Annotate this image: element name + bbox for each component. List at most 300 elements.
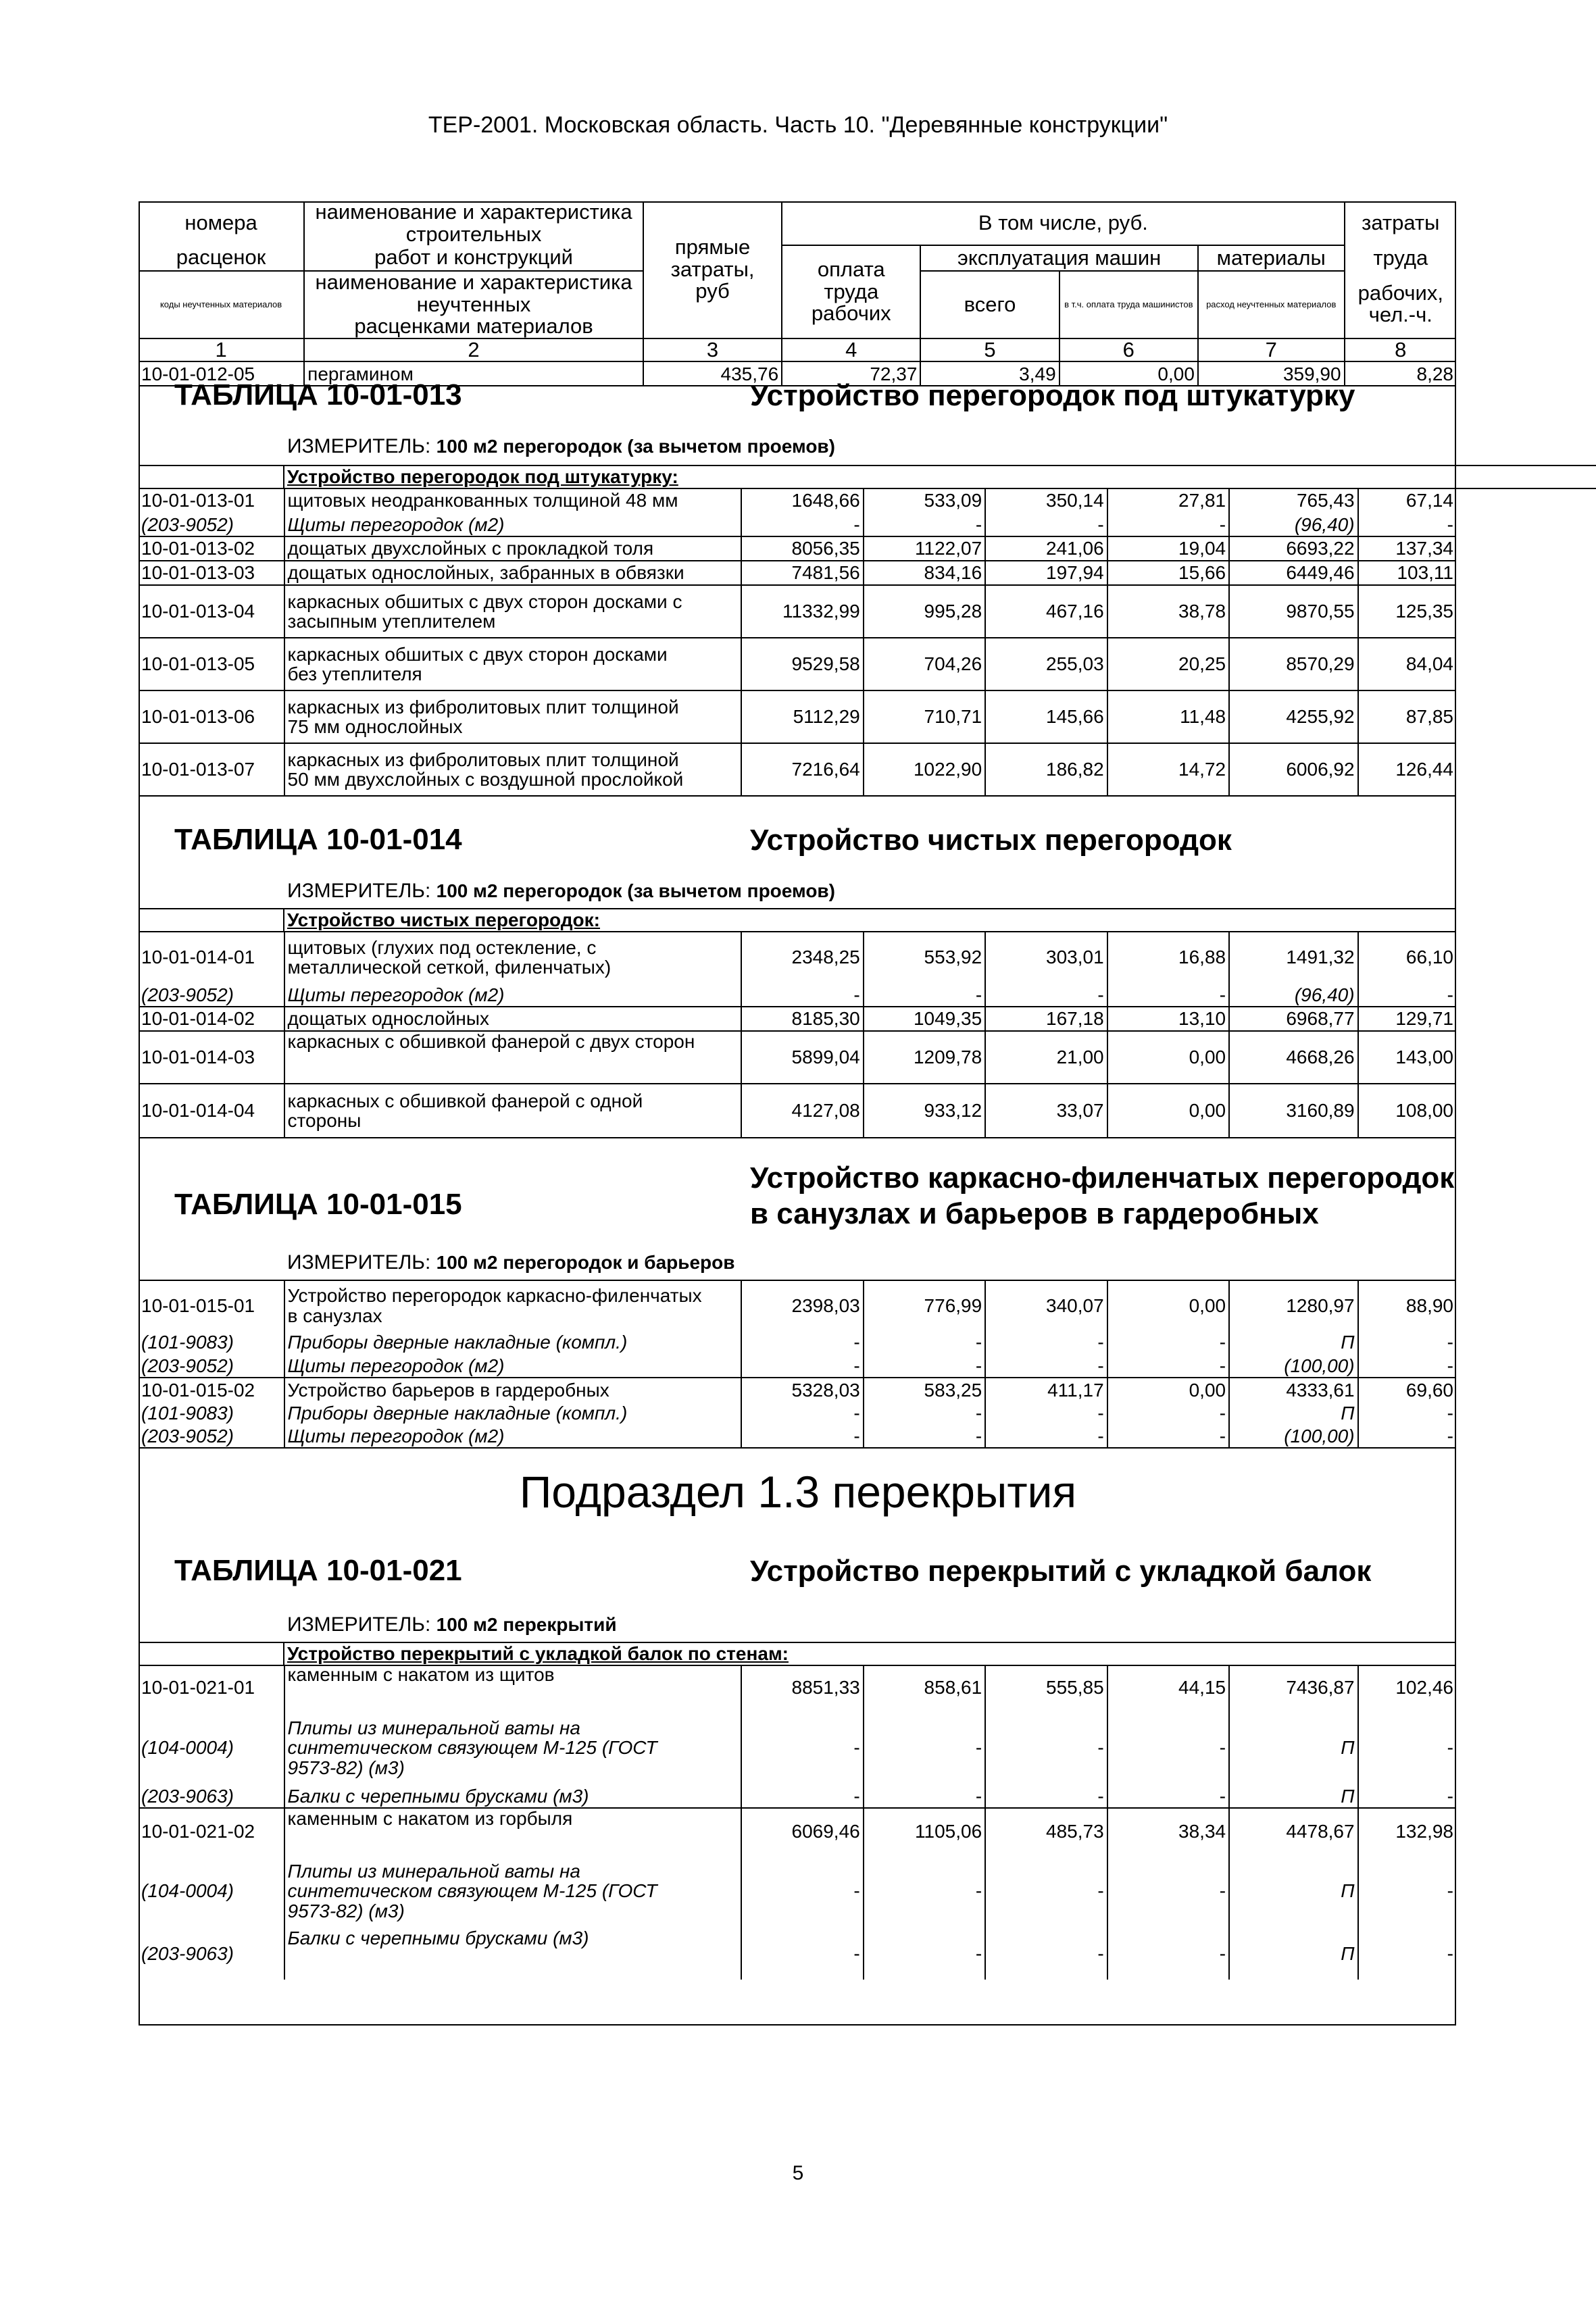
- materials: (96,40): [1229, 984, 1357, 1007]
- direct-cost: 7481,56: [741, 561, 863, 585]
- table-row: [139, 1665, 1456, 1711]
- wage: 1049,35: [864, 1007, 985, 1031]
- direct-cost: -: [741, 1402, 863, 1425]
- rate-code: 10-01-014-01: [139, 931, 284, 984]
- col2-line3: наименование и характеристика неучтенных: [315, 271, 632, 316]
- col8-line4: чел.-ч.: [1368, 303, 1432, 327]
- labor: 66,10: [1405, 947, 1453, 968]
- machines: 21,00: [985, 1031, 1107, 1084]
- table-015-meter: [287, 1251, 734, 1274]
- wage: 858,61: [864, 1665, 985, 1711]
- rate-name: пергамином: [304, 361, 643, 386]
- rate-name-line1: Устройство перегородок каркасно-филенчатых: [287, 1285, 702, 1307]
- table-row: [139, 1355, 1456, 1378]
- direct-cost: 8185,30: [741, 1007, 863, 1031]
- table-014-subhead-row: [139, 908, 1456, 932]
- machines: 303,01: [985, 931, 1107, 984]
- meter-value: 100 м2 перегородок и барьеров: [436, 1252, 735, 1273]
- machines: 145,66: [985, 690, 1107, 743]
- labor: 67,14: [1405, 490, 1453, 511]
- table-row: [139, 1425, 1456, 1448]
- meter-value: 100 м2 перегородок (за вычетом проемов): [436, 880, 835, 901]
- machines: 241,06: [985, 536, 1107, 561]
- table-021-body: [139, 1665, 1456, 1980]
- machinist-wage: -: [1107, 1355, 1229, 1378]
- materials: (100,00): [1229, 1355, 1357, 1378]
- table-013-subhead: Устройство перегородок под штукатурку:: [284, 466, 1007, 488]
- material-name: Щиты перегородок (м2): [284, 984, 742, 1007]
- materials: П: [1229, 1711, 1357, 1785]
- rate-name: дощатых двухслойных с прокладкой толя: [284, 536, 742, 561]
- labor: -: [1358, 1785, 1456, 1808]
- meter-label: ИЗМЕРИТЕЛЬ:: [287, 880, 431, 902]
- material-code: (203-9052): [139, 513, 284, 536]
- machinist-wage: 20,25: [1107, 638, 1229, 690]
- wage: -: [864, 1330, 985, 1355]
- material-code: (203-9052): [139, 1355, 284, 1378]
- labor: 84,04: [1358, 638, 1456, 690]
- direct-cost: 8056,35: [741, 536, 863, 561]
- machinist-wage: 14,72: [1107, 743, 1229, 796]
- rate-name-line2: без утеплителя: [287, 663, 422, 684]
- labor: 88,90: [1358, 1280, 1456, 1330]
- materials: 6693,22: [1229, 536, 1357, 561]
- direct-cost: -: [741, 1355, 863, 1378]
- materials: (96,40): [1229, 513, 1357, 536]
- labor: 137,34: [1358, 536, 1456, 561]
- materials: 359,90: [1198, 361, 1345, 386]
- machines: -: [985, 1711, 1107, 1785]
- material-code: (203-9052): [139, 984, 284, 1007]
- col4-line3: рабочих: [811, 301, 891, 326]
- rate-name: [284, 690, 742, 743]
- wage: -: [864, 1711, 985, 1785]
- table-015-title: ТАБЛИЦА 10-01-015: [174, 1188, 462, 1221]
- table-013-description: Устройство перегородок под штукатурку: [750, 379, 1355, 412]
- machinist-wage: -: [1107, 1711, 1229, 1785]
- materials: 6006,92: [1229, 743, 1357, 796]
- rate-code: 10-01-021-01: [139, 1665, 284, 1711]
- rate-name: каменным с накатом из горбыля: [284, 1808, 742, 1854]
- machines: -: [985, 1402, 1107, 1425]
- machinist-wage: 15,66: [1107, 561, 1229, 585]
- machines: 411,17: [985, 1378, 1107, 1402]
- machinist-wage: -: [1107, 1785, 1229, 1808]
- material-name-line1: Плиты из минеральной ваты на: [287, 1860, 580, 1882]
- direct-cost: 11332,99: [741, 585, 863, 638]
- machines: 197,94: [985, 561, 1107, 585]
- wage: 583,25: [864, 1378, 985, 1402]
- material-name: [284, 1711, 742, 1785]
- rate-name-line1: каркасных из фибролитовых плит толщиной: [287, 749, 679, 770]
- table-row: [139, 1378, 1456, 1402]
- rate-code: 10-01-013-01: [139, 488, 284, 513]
- machinist-wage: -: [1107, 1425, 1229, 1448]
- machinist-wage: 16,88: [1107, 931, 1229, 984]
- machines: 350,14: [985, 488, 1107, 513]
- machines: 485,73: [985, 1808, 1107, 1854]
- rate-name-line2: стороны: [287, 1110, 361, 1131]
- table-row: [139, 1854, 1456, 1928]
- table-row: [139, 1402, 1456, 1425]
- table-015-description: [750, 1161, 1454, 1232]
- machinist-wage: 44,15: [1107, 1665, 1229, 1711]
- material-name-line3: 9573-82) (м3): [287, 1900, 405, 1921]
- labor: -: [1358, 513, 1456, 536]
- labor: 8,28: [1345, 361, 1456, 386]
- col-wage-header: [782, 245, 920, 338]
- col-num-8: 8: [1345, 338, 1456, 362]
- rate-code: 10-01-015-02: [139, 1378, 284, 1402]
- materials: П: [1229, 1785, 1357, 1808]
- rate-name: каркасных с обшивкой фанерой с двух сторон: [284, 1031, 742, 1084]
- table-021-subhead: Устройство перекрытий с укладкой балок по стенам:: [284, 1642, 885, 1665]
- rate-name-line2: металлической сеткой, филенчатых): [287, 957, 612, 978]
- col-num-7: 7: [1198, 338, 1345, 362]
- wage: 553,92: [864, 931, 985, 984]
- materials: 6968,77: [1229, 1007, 1357, 1031]
- direct-cost: 2348,25: [741, 931, 863, 984]
- direct-cost: 5328,03: [741, 1378, 863, 1402]
- table-014-subhead: Устройство чистых перегородок:: [284, 909, 885, 932]
- machines: 255,03: [985, 638, 1107, 690]
- direct-cost: 9529,58: [741, 638, 863, 690]
- table-013: [139, 465, 1596, 489]
- col3-line1: прямые: [674, 235, 751, 259]
- col4-line1: оплата: [817, 257, 885, 282]
- incl-header: В том числе, руб.: [782, 201, 1344, 245]
- materials: 4668,26: [1229, 1031, 1357, 1084]
- rate-code: 10-01-013-03: [139, 561, 284, 585]
- machinist-wage: 0,00: [1059, 361, 1198, 386]
- machines: -: [985, 1330, 1107, 1355]
- wage: 933,12: [864, 1084, 985, 1138]
- subsection-heading: Подраздел 1.3 перекрытия: [519, 1467, 1077, 1517]
- rate-name: дощатых однослойных: [284, 1007, 742, 1031]
- labor: 87,85: [1358, 690, 1456, 743]
- table-row: [139, 1785, 1456, 1808]
- materials: 8570,29: [1229, 638, 1357, 690]
- col-labor-header-2: труда: [1373, 245, 1428, 270]
- materials: (100,00): [1229, 1425, 1357, 1448]
- col-name-header-2: работ и конструкций: [304, 245, 643, 271]
- col3-line2: затраты,: [670, 257, 755, 281]
- labor: -: [1447, 1403, 1453, 1424]
- rate-code: 10-01-013-04: [139, 585, 284, 638]
- meter-label: ИЗМЕРИТЕЛЬ:: [287, 1613, 431, 1636]
- rate-name-line1: щитовых (глухих под остекление, с: [287, 936, 597, 958]
- machines: -: [985, 1425, 1107, 1448]
- materials: П: [1229, 1402, 1357, 1425]
- labor: -: [1447, 1943, 1453, 1965]
- machines: -: [985, 513, 1107, 536]
- table-row: [139, 1031, 1456, 1084]
- labor: 132,98: [1395, 1820, 1453, 1842]
- table-row: [139, 931, 1456, 984]
- meter-label: ИЗМЕРИТЕЛЬ:: [287, 435, 431, 457]
- col3-line3: руб: [695, 279, 730, 303]
- material-code: (203-9063): [139, 1928, 284, 1980]
- wage: 776,99: [864, 1280, 985, 1330]
- rate-name-line2: 75 мм однослойных: [287, 716, 463, 737]
- direct-cost: 6069,46: [741, 1808, 863, 1854]
- col-num-4: 4: [782, 338, 920, 362]
- col-num-1: 1: [139, 338, 304, 362]
- wage: -: [864, 1928, 985, 1980]
- table-row: [139, 513, 1456, 536]
- labor: -: [1358, 1355, 1456, 1378]
- rate-name: [284, 931, 742, 984]
- materials: 4255,92: [1229, 690, 1357, 743]
- rate-code: 10-01-013-06: [139, 690, 284, 743]
- table-015-description-line1: Устройство каркасно-филенчатых перегородок: [750, 1161, 1455, 1194]
- rate-name-line1: каркасных из фибролитовых плит толщиной: [287, 696, 679, 718]
- wage: -: [864, 1402, 985, 1425]
- machines: 186,82: [985, 743, 1107, 796]
- direct-cost: -: [741, 1425, 863, 1448]
- col2-line4: расценками материалов: [354, 314, 593, 338]
- rate-name: [284, 638, 742, 690]
- table-021-subhead-row: [139, 1642, 1456, 1666]
- col-num-3: 3: [643, 338, 782, 362]
- col-name-header: наименование и характеристика строительных: [304, 201, 643, 245]
- table-row: [139, 690, 1456, 743]
- table-013-meter: [287, 435, 835, 458]
- labor: 143,00: [1358, 1031, 1456, 1084]
- col-machines-total: всего: [920, 271, 1059, 338]
- table-row: [139, 488, 1456, 513]
- col-materials-header: материалы: [1198, 245, 1345, 271]
- table-014-title: ТАБЛИЦА 10-01-014: [174, 823, 462, 856]
- material-name: Приборы дверные накладные (компл.): [284, 1402, 742, 1425]
- direct-cost: 5899,04: [741, 1031, 863, 1084]
- rate-name: каменным с накатом из щитов: [284, 1665, 742, 1711]
- direct-cost: 2398,03: [741, 1280, 863, 1330]
- document-header: ТЕР-2001. Московская область. Часть 10. "Деревянные конструкции": [428, 112, 1168, 138]
- col-num-6: 6: [1059, 338, 1198, 362]
- table-014-body: [139, 931, 1456, 1138]
- machines: -: [985, 1854, 1107, 1928]
- machines: -: [985, 1928, 1107, 1980]
- direct-cost: 435,76: [643, 361, 782, 386]
- direct-cost: 1648,66: [741, 488, 863, 513]
- materials: П: [1229, 1854, 1357, 1928]
- materials: 4333,61: [1229, 1378, 1357, 1402]
- direct-cost: -: [741, 1711, 863, 1785]
- rate-code: 10-01-012-05: [139, 361, 304, 386]
- table-row: [139, 1280, 1456, 1330]
- material-name: [284, 1854, 742, 1928]
- material-name: Щиты перегородок (м2): [284, 1355, 742, 1378]
- material-code: (104-0004): [139, 1711, 284, 1785]
- material-name-line1: Плиты из минеральной ваты на: [287, 1717, 580, 1738]
- machines: 33,07: [985, 1084, 1107, 1138]
- machinist-wage: 27,81: [1107, 488, 1229, 513]
- table-014-meter: [287, 880, 835, 903]
- rate-name-line2: в санузлах: [287, 1305, 382, 1326]
- wage: -: [864, 1425, 985, 1448]
- material-name-line2: синтетическом связующем М-125 (ГОСТ: [287, 1737, 657, 1759]
- wage: 1122,07: [864, 536, 985, 561]
- rate-code: 10-01-021-02: [139, 1808, 284, 1854]
- rate-code: 10-01-013-05: [139, 638, 284, 690]
- material-code: (203-9063): [139, 1785, 284, 1808]
- col4-line2: труда: [824, 279, 879, 303]
- labor: 102,46: [1395, 1677, 1453, 1699]
- table-row: [139, 1084, 1456, 1138]
- table-row: [139, 638, 1456, 690]
- col-labor-header-1: затраты: [1362, 211, 1440, 235]
- wage: 710,71: [864, 690, 985, 743]
- labor: 69,60: [1405, 1379, 1453, 1401]
- direct-cost: -: [741, 513, 863, 536]
- table-row: [139, 561, 1456, 585]
- rate-name: [284, 743, 742, 796]
- direct-cost: -: [741, 984, 863, 1007]
- table-row: [139, 1007, 1456, 1031]
- labor: -: [1447, 1332, 1453, 1353]
- materials: 3160,89: [1229, 1084, 1357, 1138]
- materials: 4478,67: [1229, 1808, 1357, 1854]
- meter-value: 100 м2 перегородок (за вычетом проемов): [436, 436, 835, 457]
- material-code: (104-0004): [139, 1854, 284, 1928]
- table-row: [139, 536, 1456, 561]
- table-row: [139, 1928, 1456, 1980]
- meter-label: ИЗМЕРИТЕЛЬ:: [287, 1251, 431, 1274]
- table-row: [139, 1808, 1456, 1854]
- machinist-wage: 13,10: [1107, 1007, 1229, 1031]
- table-021-title: ТАБЛИЦА 10-01-021: [174, 1554, 462, 1587]
- col-name-small: [304, 271, 643, 338]
- direct-cost: -: [741, 1330, 863, 1355]
- col-machines-header: эксплуатация машин: [920, 245, 1198, 271]
- wage: -: [864, 1785, 985, 1808]
- rate-name: [284, 1084, 742, 1138]
- col-num-5: 5: [920, 338, 1059, 362]
- materials: 765,43: [1229, 488, 1357, 513]
- materials: 9870,55: [1229, 585, 1357, 638]
- labor: -: [1358, 984, 1456, 1007]
- wage: 72,37: [782, 361, 920, 386]
- material-name-line2: синтетическом связующем М-125 (ГОСТ: [287, 1880, 657, 1902]
- rate-name: [284, 585, 742, 638]
- col-code-small: коды неучтенных материалов: [139, 271, 304, 338]
- col-code-header-2: расценок: [139, 245, 304, 271]
- materials: 1280,97: [1229, 1280, 1357, 1330]
- col-unaccounted-materials: расход неучтенных материалов: [1198, 271, 1345, 338]
- table-014-description: Устройство чистых перегородок: [750, 824, 1232, 857]
- table-row: [139, 984, 1456, 1007]
- material-code: (203-9052): [139, 1425, 284, 1448]
- machinist-wage: -: [1107, 513, 1229, 536]
- material-code: (101-9083): [139, 1402, 284, 1425]
- machines: 167,18: [985, 1007, 1107, 1031]
- materials: 6449,46: [1229, 561, 1357, 585]
- wage: -: [864, 984, 985, 1007]
- col-machinist-wage: в т.ч. оплата труда машинистов: [1059, 271, 1198, 338]
- direct-cost: -: [741, 1854, 863, 1928]
- labor: 108,00: [1358, 1084, 1456, 1138]
- labor: -: [1358, 1425, 1456, 1448]
- machinist-wage: -: [1107, 1402, 1229, 1425]
- material-name: Балки с черепными брусками (м3): [284, 1928, 742, 1980]
- materials: П: [1229, 1330, 1357, 1355]
- wage: 1209,78: [864, 1031, 985, 1084]
- col-num-2: 2: [304, 338, 643, 362]
- material-name: Приборы дверные накладные (компл.): [284, 1330, 742, 1355]
- table-row: [139, 1330, 1456, 1355]
- wage: 1105,06: [864, 1808, 985, 1854]
- labor: 125,35: [1358, 585, 1456, 638]
- material-name-line3: 9573-82) (м3): [287, 1757, 405, 1778]
- machines: -: [985, 1355, 1107, 1378]
- direct-cost: -: [741, 1928, 863, 1980]
- machinist-wage: -: [1107, 1330, 1229, 1355]
- machines: 340,07: [985, 1280, 1107, 1330]
- table-row: [139, 585, 1456, 638]
- machines: 3,49: [920, 361, 1059, 386]
- labor: 126,44: [1358, 743, 1456, 796]
- material-name: Балки с черепными брусками (м3): [284, 1785, 742, 1808]
- table-row: [139, 1711, 1456, 1785]
- machinist-wage: 0,00: [1107, 1031, 1229, 1084]
- rate-code: 10-01-014-02: [139, 1007, 284, 1031]
- labor: -: [1447, 1737, 1453, 1759]
- meter-value: 100 м2 перекрытий: [436, 1614, 617, 1635]
- direct-cost: 5112,29: [741, 690, 863, 743]
- rate-code: 10-01-014-04: [139, 1084, 284, 1138]
- rate-name-line1: каркасных обшитых с двух сторон досками: [287, 643, 668, 665]
- column-header-table: [139, 201, 1456, 386]
- direct-cost: -: [741, 1785, 863, 1808]
- machinist-wage: 0,00: [1107, 1280, 1229, 1330]
- direct-cost: 4127,08: [741, 1084, 863, 1138]
- rate-code: 10-01-013-07: [139, 743, 284, 796]
- rate-code: 10-01-015-01: [139, 1280, 284, 1330]
- machinist-wage: 11,48: [1107, 690, 1229, 743]
- wage: 834,16: [864, 561, 985, 585]
- machinist-wage: -: [1107, 1928, 1229, 1980]
- labor: -: [1447, 1880, 1453, 1902]
- machines: -: [985, 1785, 1107, 1808]
- table-015-body: [139, 1280, 1456, 1449]
- labor: 103,11: [1358, 561, 1456, 585]
- labor: 129,71: [1358, 1007, 1456, 1031]
- rate-name: щитовых неодранкованных толщиной 48 мм: [284, 488, 742, 513]
- direct-cost: 7216,64: [741, 743, 863, 796]
- table-021-description: Устройство перекрытий с укладкой балок: [750, 1555, 1372, 1588]
- table-row: [139, 743, 1456, 796]
- wage: -: [864, 1355, 985, 1378]
- col8-line3: рабочих,: [1357, 280, 1443, 305]
- rate-name-line1: каркасных с обшивкой фанерой с одной: [287, 1090, 643, 1111]
- materials: 7436,87: [1229, 1665, 1357, 1711]
- table-015-description-line2: в санузлах и барьеров в гардеробных: [750, 1197, 1319, 1230]
- wage: 1022,90: [864, 743, 985, 796]
- machines: -: [985, 984, 1107, 1007]
- rate-name-line1: каркасных обшитых с двух сторон досками с: [287, 590, 682, 612]
- machinist-wage: 19,04: [1107, 536, 1229, 561]
- rate-name-line2: 50 мм двухслойных с воздушной прослойкой: [287, 769, 684, 790]
- machinist-wage: 0,00: [1107, 1378, 1229, 1402]
- rate-code: 10-01-014-03: [139, 1031, 284, 1084]
- col-labor-header-3: [1345, 271, 1456, 338]
- table-021-meter: [287, 1613, 617, 1636]
- wage: 533,09: [864, 488, 985, 513]
- wage: -: [864, 513, 985, 536]
- wage: 704,26: [864, 638, 985, 690]
- machines: 467,16: [985, 585, 1107, 638]
